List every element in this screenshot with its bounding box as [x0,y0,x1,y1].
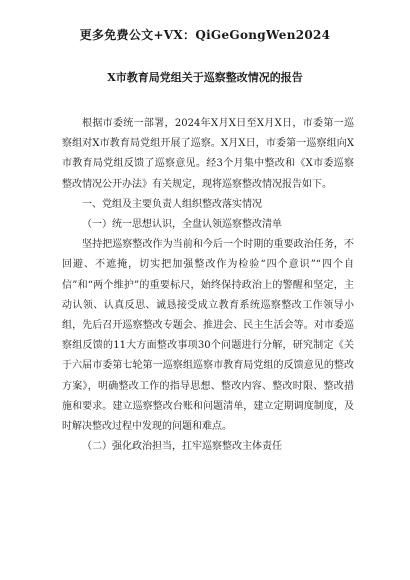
document-title: X市教育局党组关于巡察整改情况的报告 [107,71,303,84]
intro-paragraph: 根据市委统一部署，2024年X月X日至X月X日，市委第一巡察组对X市教育局党组开展了巡察。X月X日，市委第一巡察组向X市教育局党组反馈了巡察意见。经3个月集中整改和《X市委巡察整改情况公开办法》有关规定，现将巡察整改情况报告如下。 [62,118,354,190]
subsection-heading-2: （二）强化政治担当，扛牢巡察整改主体责任 [82,441,282,453]
subsection-heading-1: （一）统一思想认识，全盘认领巡察整改清单 [82,219,282,231]
promo-header: 更多免费公文+VX：QiGeGongWen2024 [79,28,331,42]
section-heading-1: 一、党组及主要负责人组织整改落实情况 [82,198,262,210]
document-body [62,114,354,457]
body-paragraph-1: 坚持把巡察整改作为当前和今后一个时期的重要政治任务，不回避、不遮掩，切实把加强整改作为检验“四个意识”“四个自信”和“两个维护”的重要标尺，始终保持政治上的警醒和坚定，主动认领、认真反思、诚恳接受成立教育系统巡察整改工作领导小组，先后召开巡察整改专题会、推进会、民主生活会等。对市委巡察组反馈的11大方面整改事项30个问题进行分解，研究制定《关于六届市委第七轮第一巡察组巡察市教育局党组的反馈意见的整改方案》，明确整改工作的指导思想、整改内容、整改时限、整改措施和要求。建立巡察整改台账和问题清单，建立定期调度制度，及时解决整改过程中发现的问题和难点。 [62,239,354,433]
